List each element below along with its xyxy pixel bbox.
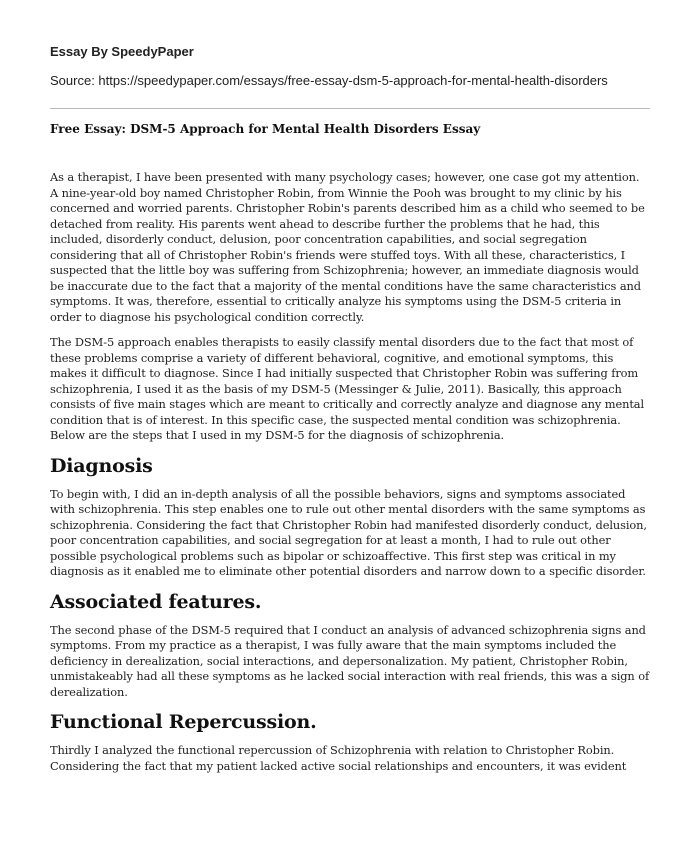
intro-paragraph-2: The DSM-5 approach enables therapists to easily classify mental disorders due to the fact that most of these problems comprise a variety of different behavioral, cognitive, and emotional symptoms, this makes it difficult to diagnose. Since I had initially suspected that Christopher Robin was suffering from schizophrenia, I used it as the basis of my DSM-5 (Messinger & Julie, 2011). Basically, this approach consists of five main stages which are meant to critically and correctly analyze and diagnose any mental condition that is of interest. In this specific case, the suspected mental condition was schizophrenia. Below are the steps that I used in my DSM-5 for the diagnosis of schizophrenia. [50, 335, 645, 442]
section-heading-functional-repercussion: Functional Repercussion. [50, 711, 317, 733]
section-heading-diagnosis: Diagnosis [50, 454, 153, 477]
section-heading-associated-features: Associated features. [50, 590, 262, 613]
intro-paragraph-1: As a therapist, I have been presented with many psychology cases; however, one case got my attention. A nine-year-old boy named Christopher Robin, from Winnie the Pooh was brought to my clinic by his concerned and worried parents. Christopher Robin's parents described him as a child who seemed to be detached from reality. His parents went ahead to describe further the problems that he had, this included, disorderly conduct, delusion, poor concentration capabilities, and social segregation considering that all of Christopher Robin's friends were stuffed toys. With all these, characteristics, I suspected that the little boy was suffering from Schizophrenia; however, an immediate diagnosis would be inaccurate due to the fact that a majority of the mental conditions have the same characteristics and symptoms. It was, therefore, essential to critically analyze his symptoms using the DSM-5 criteria in order to diagnose his psychological condition correctly. [50, 170, 645, 324]
essay-body [50, 170, 650, 784]
section-paragraph-diagnosis: To begin with, I did an in-depth analysis of all the possible behaviors, signs and symptoms associated with schizophrenia. This step enables one to rule out other mental disorders with the same symptoms as schizophrenia. Considering the fact that Christopher Robin had manifested disorderly conduct, delusion, poor concentration capabilities, and social segregation for at least a month, I had to rule out other possible psychological problems such as bipolar or schizoaffective. This first step was critical in my diagnosis as it enabled me to eliminate other potential disorders and narrow down to a specific disorder. [50, 486, 647, 578]
section-paragraph-associated-features: The second phase of the DSM-5 required that I conduct an analysis of advanced schizophrenia signs and symptoms. From my practice as a therapist, I was fully aware that the main symptoms included the deficiency in derealization, social interactions, and depersonalization. My patient, Christopher Robin, unmistakeably had all these symptoms as he lacked social interaction with real friends, this was a sign of derealization. [50, 622, 650, 699]
divider [50, 108, 650, 109]
brand-title: Essay By SpeedyPaper [50, 44, 194, 59]
essay-title: Free Essay: DSM-5 Approach for Mental Health Disorders Essay [50, 122, 481, 136]
section-paragraph-functional-repercussion: Thirdly I analyzed the functional repercussion of Schizophrenia with relation to Christopher Robin. Considering the fact that my patient lacked active social relationships and encounters, it was evident [50, 743, 627, 773]
source-url: Source: https://speedypaper.com/essays/free-essay-dsm-5-approach-for-mental-health-disorders [50, 73, 608, 88]
